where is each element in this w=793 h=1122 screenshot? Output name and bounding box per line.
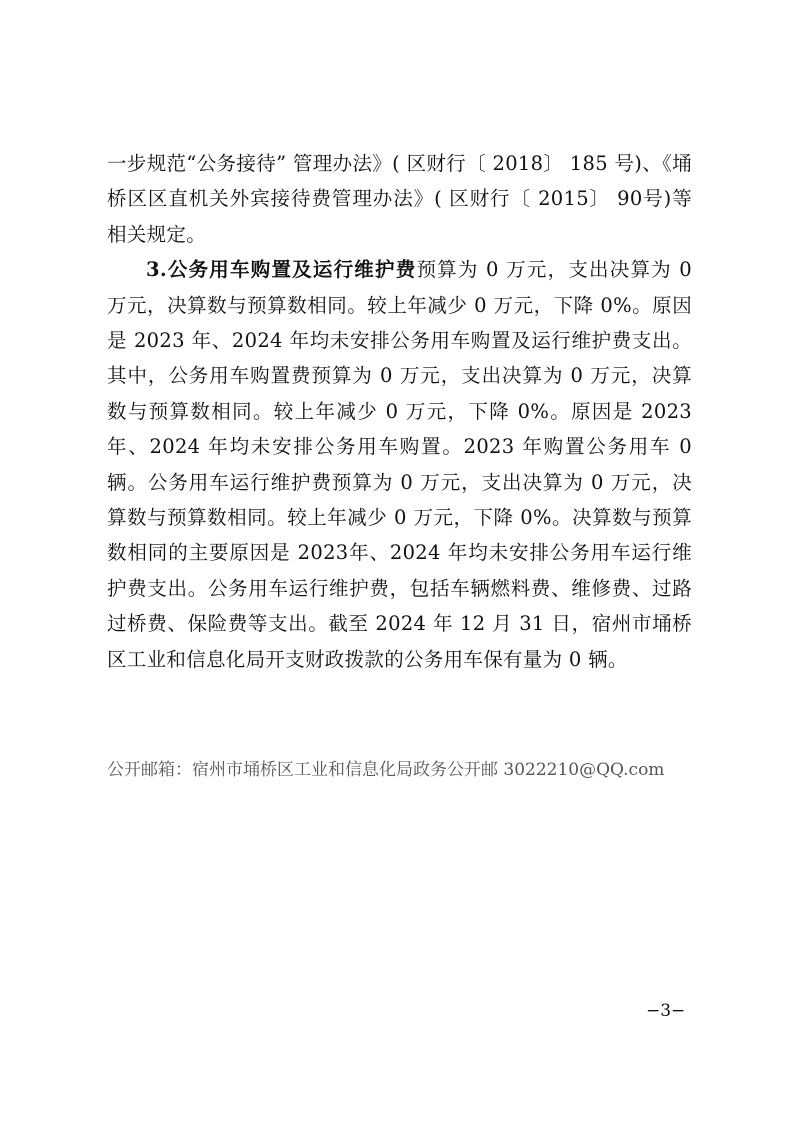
section-3-text: 预算为 0 万元，支出决算为 0 万元，决算数与预算数相同。较上年减少 0 万元，下降 0%。原因是 2023 年、2024 年均未安排公务用车购置及运行维护费支出。其中，公务用车购置费预算为 0 万元，支出决算为 0 万元，决算数与预算数相同。较上年减少 0 万元，下降 0%。原因是 2023 年、2024 年均未安排公务用车购置。2023 年购置公务用车 0 辆。公务用车运行维护费预算为 0 万元，支出决算为 0 万元，决算数与预算数相同。较上年减少 0 万元，下降 0%。决算数与预算数相同的主要原因是 2023年、2024 年均未安排公务用车运行维护费支出。公务用车运行维护费，包括车辆燃料费、维修费、过路过桥费、保险费等支出。截至 2024 年 12 月 31 日，宿州市埇桥区工业和信息化局开支财政拨款的公务用车保有量为 0 辆。 <box>107 258 692 671</box>
contact-email-line: 公开邮箱：宿州市埇桥区工业和信息化局政务公开邮 3022210@QQ.com <box>107 760 665 780</box>
page-number: −3− <box>646 1001 686 1021</box>
document-body <box>107 146 692 677</box>
continuation-paragraph: 一步规范“公务接待” 管理办法》( 区财行〔 2018〕 185 号)、《埇桥区区直机关外宾接待费管理办法》( 区财行〔 2015〕 90号)等相关规定。 <box>107 152 692 246</box>
section-3-paragraph <box>107 252 692 677</box>
section-3-heading: 3.公务用车购置及运行维护费 <box>146 258 417 282</box>
